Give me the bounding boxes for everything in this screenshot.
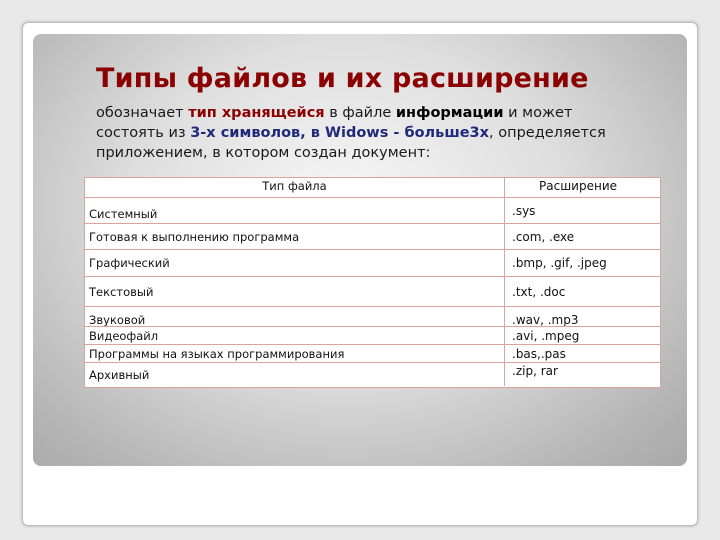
desc-text: , определяется — [489, 125, 606, 141]
slide-title: Типы файлов и их расширение — [96, 63, 589, 94]
desc-text: приложением, в котором создан документ: — [96, 145, 431, 161]
table-row — [85, 307, 660, 327]
table-row — [85, 327, 660, 345]
extension-cell: .zip, rar — [512, 364, 558, 378]
header-extension: Расширение — [539, 179, 617, 193]
type-cell: Готовая к выполнению программа — [85, 224, 505, 249]
desc-text: состоять из — [96, 125, 191, 141]
table-row — [85, 363, 660, 386]
table-row — [85, 224, 660, 250]
extension-cell: .com, .exe — [512, 229, 575, 244]
type-cell: Текстовый — [85, 277, 505, 306]
extension-cell: .wav, .mp3 — [512, 312, 579, 326]
desc-text: и может — [503, 105, 573, 121]
extension-cell: .avi, .mpeg — [512, 328, 580, 343]
header-type: Тип файла — [85, 178, 505, 197]
type-cell: Системный — [85, 198, 505, 223]
desc-text: обозначает — [96, 105, 189, 121]
desc-emphasis: информации — [395, 105, 504, 121]
table-row — [85, 178, 660, 224]
type-cell: Видеофайл — [85, 327, 505, 344]
extension-cell: .bmp, .gif, .jpeg — [512, 256, 607, 270]
desc-emphasis-blue: 3-х символов, в Widows - больше3х — [190, 125, 489, 141]
extension-cell: .bas,.pas — [512, 346, 566, 361]
file-types-table — [84, 177, 661, 388]
table-row — [85, 250, 660, 277]
type-cell: Графический — [85, 250, 505, 276]
desc-text: в файле — [324, 105, 396, 121]
type-cell: Программы на языках программирования — [85, 345, 505, 362]
type-cell: Архивный — [85, 363, 505, 386]
extension-cell: .sys — [512, 203, 536, 218]
table-row — [85, 345, 660, 363]
extension-cell: .txt, .doc — [512, 284, 566, 299]
table-row — [85, 277, 660, 307]
type-cell: Звуковой — [85, 307, 505, 326]
slide-description — [96, 103, 641, 163]
desc-accent: тип хранящейся — [188, 105, 325, 121]
